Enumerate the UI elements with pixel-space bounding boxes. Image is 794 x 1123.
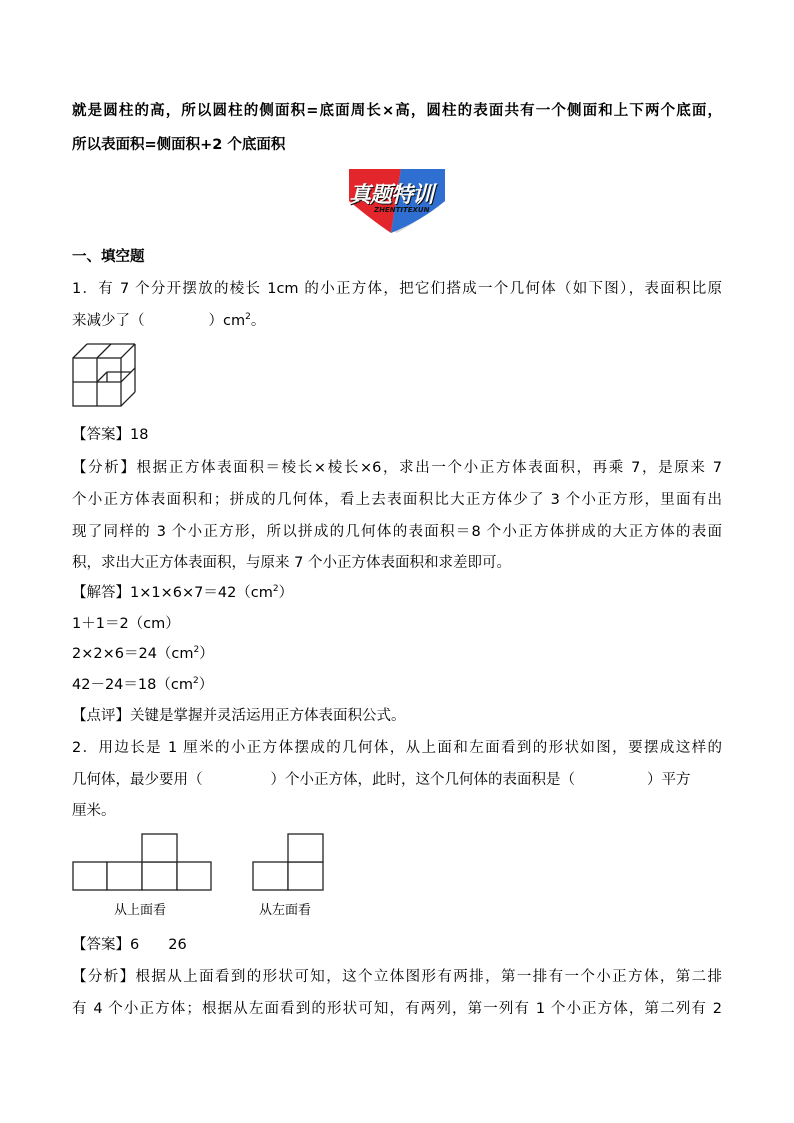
q1-stem-line-2 (72, 311, 722, 331)
q1-analysis-line-4: 积，求出大正方体表面积，与原来 7 个小正方体表面积和求差即可。 (72, 555, 511, 571)
q1-solution-1-end: ） (278, 585, 294, 601)
logo-subtitle: ZHENTITEXUN (374, 206, 430, 214)
q1-stem-sup: 2 (245, 312, 251, 323)
q1-solution-line-3 (72, 644, 722, 664)
intro-line-1: 就是圆柱的高，所以圆柱的侧面积=底面周长×高，圆柱的表面共有一个侧面和上下两个底面， (72, 103, 722, 119)
q1-analysis-line-2: 个小正方体表面积和；拼成的几何体，看上去表面积比大正方体少了 3 个小正方形，里面有出 (72, 492, 722, 508)
q1-analysis-line-3: 现了同样的 3 个小正方形，所以拼成的几何体的表面积＝8 个小正方体拼成的大正方体的表面 (72, 524, 722, 540)
q2-answer: 【答案】6 26 (72, 937, 187, 953)
q2-analysis-line-1: 【分析】根据从上面看到的形状可知，这个立体图形有两排，第一排有一个小正方体，第二排 (72, 969, 722, 985)
q2-stem-line-2 (72, 770, 722, 790)
q1-comment: 【点评】关键是掌握并灵活运用正方体表面积公式。 (72, 708, 406, 724)
q2-analysis-line-2: 有 4 个小正方体；根据从左面看到的形状可知，有两列，第一列有 1 个小正方体，第二列有 2 (72, 1001, 722, 1017)
q1-stem-after: ）cm (208, 313, 246, 329)
q1-solution-3-sup: 2 (193, 645, 200, 656)
q2-stem-line-3: 厘米。 (72, 803, 116, 819)
q1-solution-line-1 (72, 583, 722, 603)
q1-solution-4-end: ） (198, 677, 214, 693)
logo-title: 真题特训 (349, 183, 434, 208)
intro-line-2: 所以表面积=侧面积+2 个底面积 (72, 137, 286, 153)
q2-caption-top-view: 从上面看 (114, 903, 167, 918)
q1-stem-end: 。 (250, 313, 266, 329)
q2-top-view-figure (72, 833, 212, 891)
q1-analysis-line-1: 【分析】根据正方体表面积＝棱长×棱长×6，求出一个小正方体表面积，再乘 7，是原来 7 (72, 460, 722, 476)
q2-caption-left-view: 从左面看 (259, 903, 312, 918)
q2-stem-part-b: ）个小正方体，此时，这个几何体的表面积是（ (270, 772, 575, 788)
q1-solution-3-end: ） (199, 646, 214, 662)
q1-solution-4-sup: 2 (192, 676, 199, 687)
q1-cube-figure (72, 343, 138, 409)
q1-solution-line-4 (72, 675, 722, 695)
q1-stem-line-1: 1．有 7 个分开摆放的棱长 1cm 的小正方体，把它们搭成一个几何体（如下图），表面积比原 (72, 281, 722, 297)
q2-stem-part-a: 几何体，最少要用（ (72, 772, 203, 788)
q2-left-view-figure (252, 833, 324, 891)
q2-stem-part-c: ）平方 (647, 772, 691, 788)
section-title: 一、填空题 (72, 249, 145, 265)
q1-answer: 【答案】18 (72, 427, 149, 443)
q1-solution-line-2 (72, 614, 722, 634)
q1-solution-2-text: 1＋1＝2（cm） (72, 616, 180, 632)
q1-solution-1-text: 【解答】1×1×6×7＝42（cm (72, 585, 273, 601)
q1-solution-4-text: 42－24＝18（cm (72, 677, 193, 693)
q1-stem-before: 来减少了（ (72, 313, 145, 329)
q1-solution-1-sup: 2 (272, 584, 279, 595)
q2-stem-line-1: 2．用边长是 1 厘米的小正方体摆成的几何体，从上面和左面看到的形状如图，要摆成这样的 (72, 740, 722, 756)
q1-solution-3-text: 2×2×6＝24（cm (72, 646, 194, 662)
